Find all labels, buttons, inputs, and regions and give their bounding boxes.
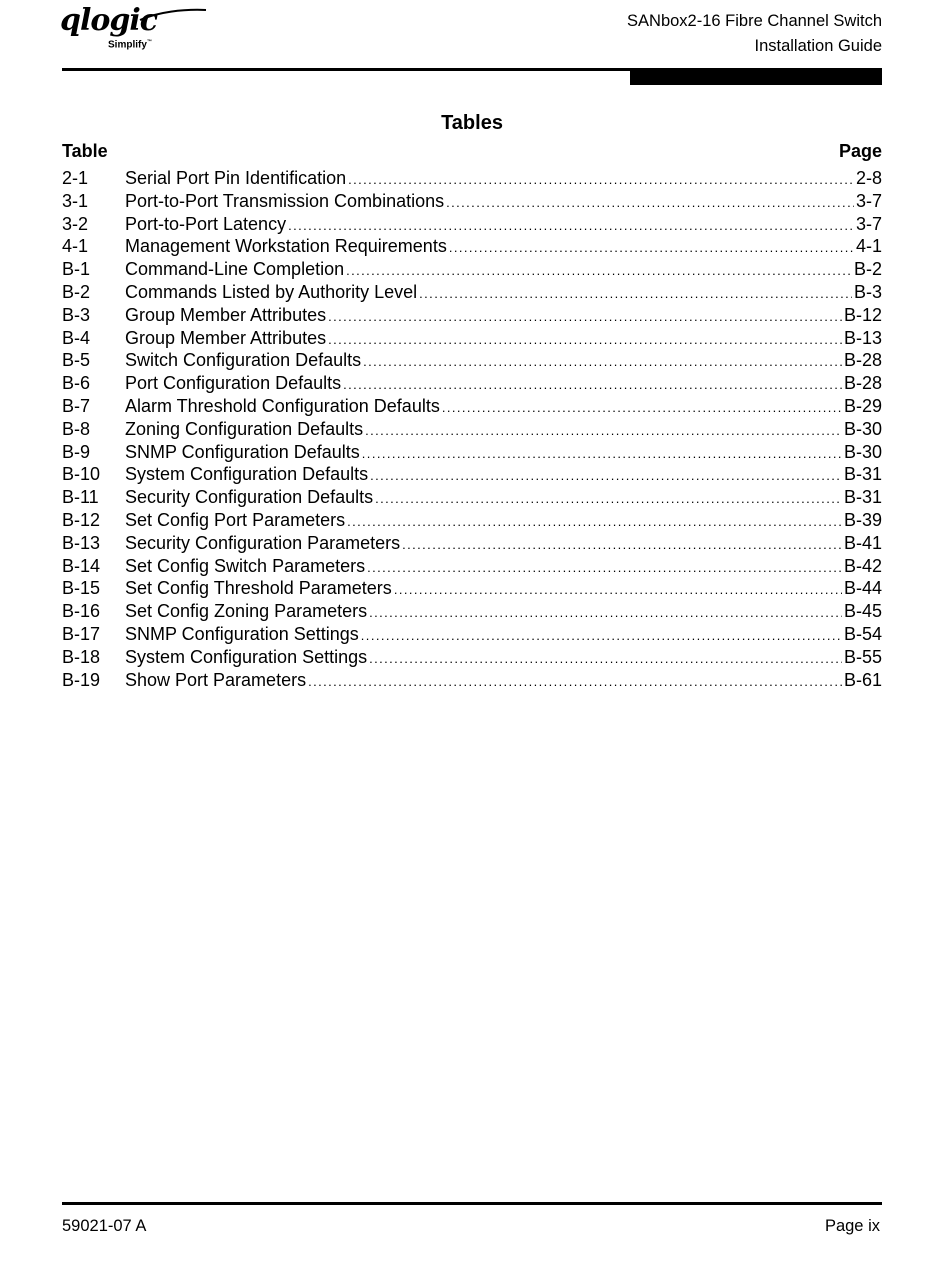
table-page-number: B-45 xyxy=(843,601,882,622)
dot-leader xyxy=(288,215,854,238)
toc-entry[interactable] xyxy=(62,441,882,464)
header-accent-bar xyxy=(630,71,882,85)
toc-entry[interactable] xyxy=(62,669,882,692)
logo-wordmark: qlogic xyxy=(60,3,158,38)
toc-entry[interactable] xyxy=(62,213,882,236)
table-number: B-7 xyxy=(62,395,91,416)
table-number: B-16 xyxy=(62,601,101,622)
logo-swoosh-icon xyxy=(138,8,208,22)
table-page-number: B-13 xyxy=(843,327,882,348)
dot-leader xyxy=(370,465,842,488)
qlogic-logo xyxy=(60,4,170,60)
table-title: System Configuration Defaults xyxy=(125,464,369,485)
table-number: B-15 xyxy=(62,578,101,599)
toc-entry[interactable] xyxy=(62,623,882,646)
document-title-line1: SANbox2-16 Fibre Channel Switch xyxy=(627,12,882,30)
table-page-number: B-28 xyxy=(843,350,882,371)
table-title: SNMP Configuration Settings xyxy=(125,623,359,644)
table-page-number: B-30 xyxy=(843,441,882,462)
document-number: 59021-07 A xyxy=(62,1217,147,1235)
table-number: B-3 xyxy=(62,304,91,325)
toc-entry[interactable] xyxy=(62,532,882,555)
table-title: Serial Port Pin Identification xyxy=(125,168,347,188)
table-number: B-17 xyxy=(62,623,101,644)
table-number: B-9 xyxy=(62,441,91,462)
table-title: Set Config Zoning Parameters xyxy=(125,601,368,622)
table-title: Switch Configuration Defaults xyxy=(125,350,362,371)
table-page-number: B-12 xyxy=(843,304,882,325)
dot-leader xyxy=(328,306,842,329)
toc-entry[interactable] xyxy=(62,395,882,418)
toc-entry[interactable] xyxy=(62,372,882,395)
table-title: Zoning Configuration Defaults xyxy=(125,418,364,439)
table-title: Port-to-Port Latency xyxy=(125,213,287,234)
table-page-number: 4-1 xyxy=(855,236,882,257)
table-title: Command-Line Completion xyxy=(125,259,345,280)
toc-entry[interactable] xyxy=(62,646,882,669)
table-title: Set Config Port Parameters xyxy=(125,509,346,530)
toc-entry[interactable] xyxy=(62,349,882,372)
table-page-number: B-55 xyxy=(843,646,882,667)
toc-entry[interactable] xyxy=(62,486,882,509)
table-page-number: B-2 xyxy=(853,259,882,280)
table-number: B-12 xyxy=(62,509,101,530)
toc-entry[interactable] xyxy=(62,304,882,327)
table-page-number: B-61 xyxy=(843,669,882,690)
table-number: B-5 xyxy=(62,350,91,371)
toc-entry[interactable] xyxy=(62,190,882,213)
table-title: Alarm Threshold Configuration Defaults xyxy=(125,395,440,416)
toc-entry[interactable] xyxy=(62,555,882,578)
page-number: Page ix xyxy=(824,1217,880,1235)
page-column-heading: Page xyxy=(838,141,882,161)
table-number: B-18 xyxy=(62,646,101,667)
list-of-tables xyxy=(62,167,882,691)
table-page-number: B-3 xyxy=(853,281,882,302)
dot-leader xyxy=(361,625,842,648)
table-page-number: 3-7 xyxy=(855,190,882,211)
toc-entry[interactable] xyxy=(62,418,882,441)
logo-tagline: Simplify™ xyxy=(108,39,152,51)
dot-leader xyxy=(446,192,854,215)
table-page-number: B-44 xyxy=(843,578,882,599)
table-page-number: B-29 xyxy=(843,395,882,416)
table-page-number: B-54 xyxy=(843,623,882,644)
dot-leader xyxy=(328,329,842,352)
dot-leader xyxy=(369,602,842,625)
toc-entry[interactable] xyxy=(62,258,882,281)
dot-leader xyxy=(375,488,842,511)
table-page-number: B-31 xyxy=(843,487,882,508)
table-title: Port-to-Port Transmission Combinations xyxy=(125,190,445,211)
dot-leader xyxy=(347,511,842,534)
table-page-number: B-39 xyxy=(843,509,882,530)
table-title: SNMP Configuration Defaults xyxy=(125,441,360,462)
table-title: Port Configuration Defaults xyxy=(125,373,342,394)
toc-entry[interactable] xyxy=(62,167,882,190)
toc-entry[interactable] xyxy=(62,600,882,623)
dot-leader xyxy=(362,443,842,466)
table-title: Show Port Parameters xyxy=(125,669,307,690)
table-title: Management Workstation Requirements xyxy=(125,236,447,257)
table-number: B-19 xyxy=(62,669,101,690)
table-number: 4-1 xyxy=(62,236,89,257)
table-number: B-11 xyxy=(62,487,99,508)
table-number: B-14 xyxy=(62,555,101,576)
dot-leader xyxy=(394,579,842,602)
dot-leader xyxy=(442,397,842,420)
toc-entry[interactable] xyxy=(62,235,882,258)
table-number: B-2 xyxy=(62,281,91,302)
dot-leader xyxy=(367,557,842,580)
dot-leader xyxy=(346,260,852,283)
document-title-line2: Installation Guide xyxy=(754,37,882,55)
table-column-heading: Table xyxy=(62,141,108,161)
table-number: 3-2 xyxy=(62,213,89,234)
table-number: B-1 xyxy=(62,259,91,280)
toc-entry[interactable] xyxy=(62,577,882,600)
table-number: 3-1 xyxy=(62,190,89,211)
table-title: Security Configuration Defaults xyxy=(125,487,374,508)
dot-leader xyxy=(363,351,842,374)
dot-leader xyxy=(348,169,854,192)
table-page-number: B-30 xyxy=(843,418,882,439)
table-number: B-10 xyxy=(62,464,101,485)
table-number: B-13 xyxy=(62,532,101,553)
footer-rule xyxy=(62,1202,882,1205)
dot-leader xyxy=(449,237,854,260)
toc-entry[interactable] xyxy=(62,327,882,350)
table-title: Security Configuration Parameters xyxy=(125,532,401,553)
table-page-number: 3-7 xyxy=(855,213,882,234)
table-page-number: B-31 xyxy=(843,464,882,485)
table-title: Set Config Threshold Parameters xyxy=(125,578,392,599)
table-page-number: B-41 xyxy=(843,532,882,553)
table-title: System Configuration Settings xyxy=(125,646,368,667)
dot-leader xyxy=(365,420,842,443)
table-page-number: B-42 xyxy=(843,555,882,576)
table-title: Set Config Switch Parameters xyxy=(125,555,366,576)
table-title: Commands Listed by Authority Level xyxy=(125,281,418,302)
toc-entry[interactable] xyxy=(62,281,882,304)
table-number: B-8 xyxy=(62,418,91,439)
dot-leader xyxy=(343,374,842,397)
table-title: Group Member Attributes xyxy=(125,327,327,348)
dot-leader xyxy=(308,671,842,694)
table-number: B-6 xyxy=(62,373,91,394)
table-number: B-4 xyxy=(62,327,91,348)
table-title: Group Member Attributes xyxy=(125,304,327,325)
page-title: Tables xyxy=(441,112,503,134)
toc-entry[interactable] xyxy=(62,509,882,532)
document-title xyxy=(627,9,882,59)
table-page-number: 2-8 xyxy=(855,168,882,188)
table-number: 2-1 xyxy=(62,168,89,188)
toc-entry[interactable] xyxy=(62,463,882,486)
dot-leader xyxy=(369,648,842,671)
dot-leader xyxy=(419,283,852,306)
table-page-number: B-28 xyxy=(843,373,882,394)
dot-leader xyxy=(402,534,842,557)
